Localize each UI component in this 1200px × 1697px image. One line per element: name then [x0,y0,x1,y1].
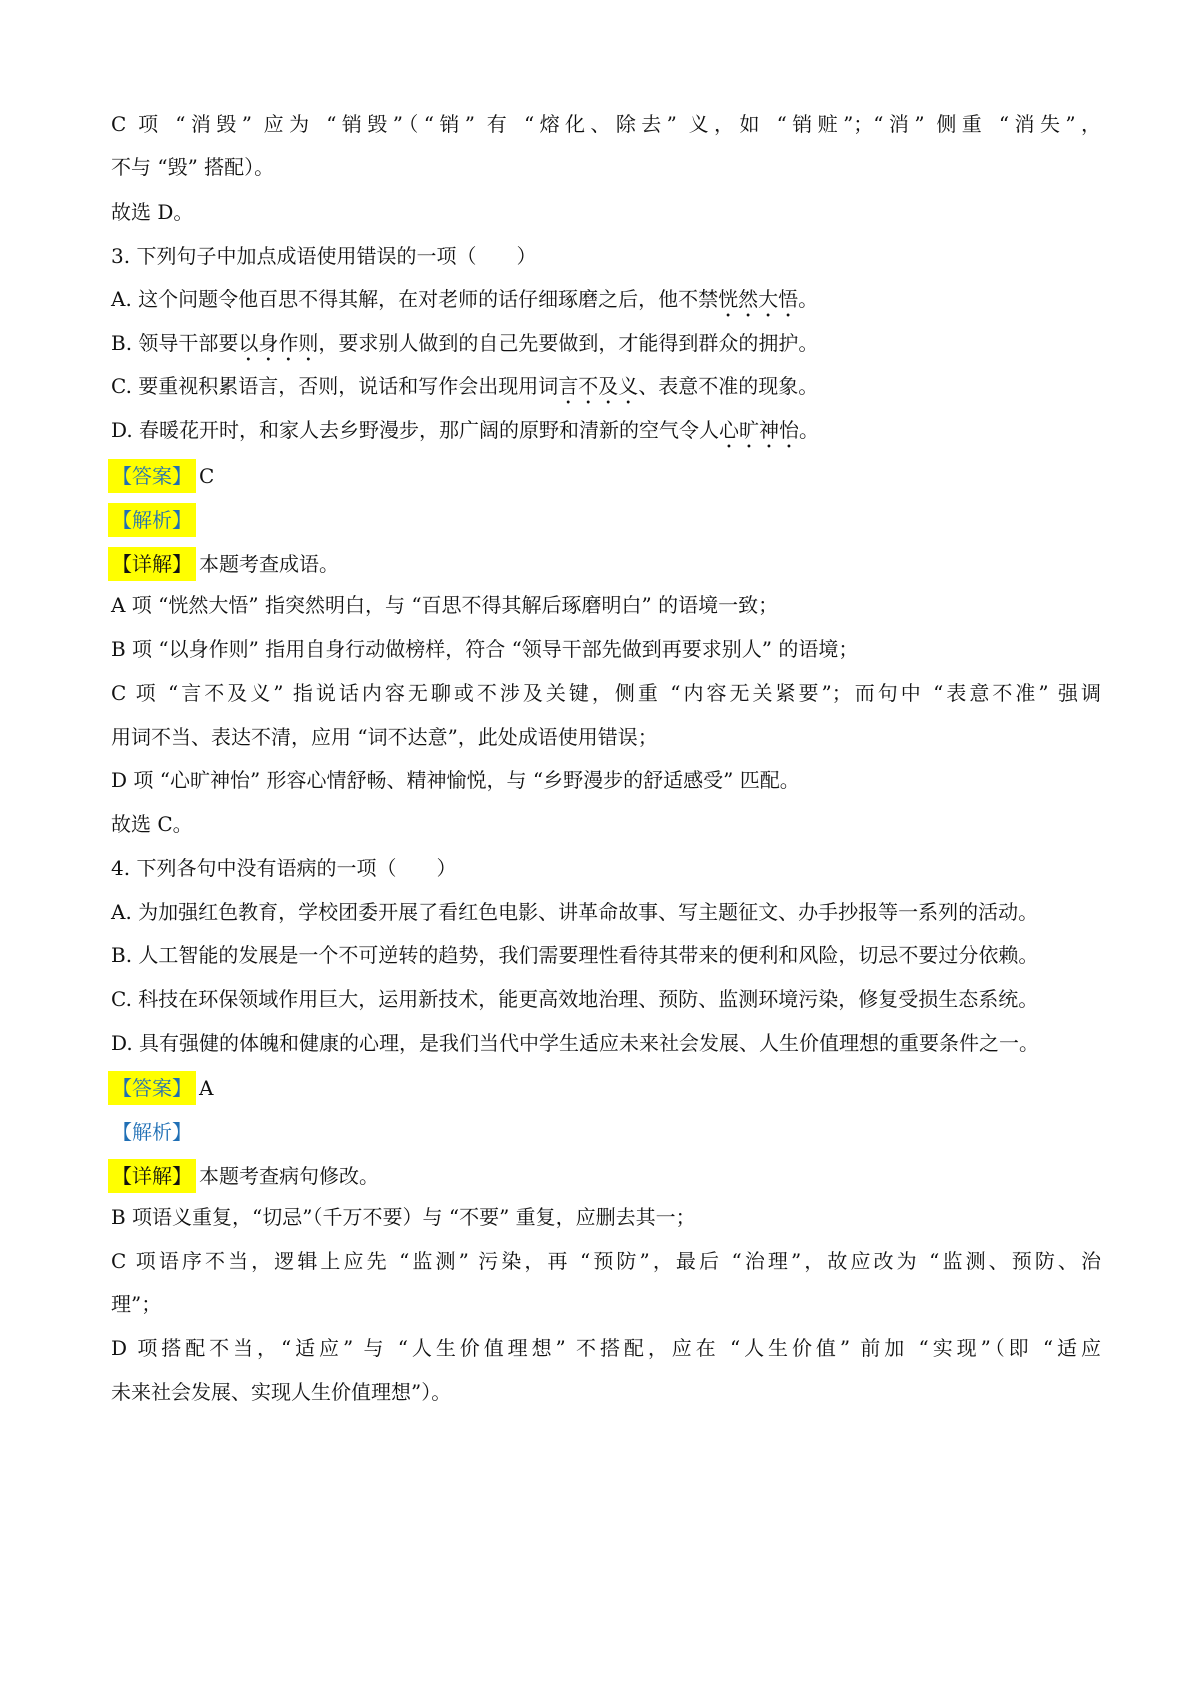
detail-intro: 本题考查成语。 [199,552,339,576]
option-text: 、表意不准的现象。 [638,374,819,398]
dotted-idiom: 心旷神怡 [719,418,800,442]
detail-intro: 本题考查病句修改。 [199,1164,379,1188]
q4-explanation-b: B 项语义重复，“切忌”（千万不要）与 “不要” 重复，应删去其一； [111,1205,696,1229]
q3-explanation-c-line2: 用词不当、表达不清，应用 “词不达意”，此处成语使用错误； [111,725,658,749]
answer-tag: 【答案】 [108,1071,196,1105]
q3-option-d [111,416,1101,453]
option-text: 。 [798,287,819,311]
option-text: A. 这个问题令他百思不得其解，在对老师的话仔细琢磨之后，他不禁 [111,287,719,311]
option-text: D. 春暖花开时，和家人去乡野漫步，那广阔的原野和清新的空气令人 [111,418,720,442]
dotted-idiom: 恍然大悟 [718,287,799,311]
q4-option-a: A. 为加强红色教育，学校团委开展了看红色电影、讲革命故事、写主题征文、办手抄报等一系列的活动。 [111,900,1039,924]
q2-conclusion: 故选 D。 [111,200,194,224]
answer-value: A [199,1076,214,1100]
q3-option-c [111,372,1101,409]
q2-c-explanation-line1: C 项 “消毁” 应为 “销毁”（“销” 有 “熔化、除去” 义，如 “销赃”；“消” 侧重 “消失”， [111,112,1101,136]
q3-explanation-b: B 项 “以身作则” 指用自身行动做榜样，符合 “领导干部先做到再要求别人” 的语境； [111,637,859,661]
dotted-idiom: 以身作则 [238,331,319,355]
option-text: B. 领导干部要 [111,331,239,355]
q3-explanation-c-line1: C 项 “言不及义” 指说话内容无聊或不涉及关键，侧重 “内容无关紧要”；而句中 “表意不准” 强调 [111,681,1101,705]
answer-tag: 【答案】 [108,459,196,493]
q4-explanation-c-line2: 理”； [111,1292,162,1316]
q3-option-b [111,329,1101,366]
q4-detail [111,1159,1101,1193]
q3-conclusion: 故选 C。 [111,812,193,836]
q4-option-d: D. 具有强健的体魄和健康的心理，是我们当代中学生适应未来社会发展、人生价值理想的重要条件之一。 [111,1031,1040,1055]
q4-explanation-d-line2: 未来社会发展、实现人生价值理想”）。 [111,1380,452,1404]
q4-explanation-d-line1: D 项搭配不当，“适应” 与 “人生价值理想” 不搭配，应在 “人生价值” 前加 “实现”（即 “适应 [111,1336,1101,1360]
detail-tag: 【详解】 [108,547,196,581]
q3-explanation-d: D 项 “心旷神怡” 形容心情舒畅、精神愉悦，与 “乡野漫步的舒适感受” 匹配。 [111,768,800,792]
answer-value: C [199,464,215,488]
q4-option-c: C. 科技在环保领域作用巨大，运用新技术，能更高效地治理、预防、监测环境污染，修复受损生态系统。 [111,987,1039,1011]
analysis-tag: 【解析】 [112,1120,192,1144]
analysis-tag: 【解析】 [108,503,196,537]
option-text: 。 [799,418,820,442]
q4-answer [111,1071,1101,1105]
q3-answer [111,459,1101,493]
q4-analysis [111,1115,1101,1149]
q4-option-b: B. 人工智能的发展是一个不可逆转的趋势，我们需要理性看待其带来的便利和风险，切忌不要过分依赖。 [111,943,1039,967]
option-text: C. 要重视积累语言，否则，说话和写作会出现用词 [111,374,559,398]
q3-analysis [111,503,1101,537]
q4-stem: 4. 下列各句中没有语病的一项（ ） [111,856,457,880]
dotted-idiom: 言不及义 [558,374,639,398]
q3-explanation-a: A 项 “恍然大悟” 指突然明白，与 “百思不得其解后琢磨明白” 的语境一致； [111,593,779,617]
q2-c-explanation-line2: 不与 “毁” 搭配）。 [111,155,275,179]
q4-explanation-c-line1: C 项语序不当，逻辑上应先 “监测” 污染，再 “预防”，最后 “治理”，故应改为 “监测、预防、治 [111,1249,1101,1273]
q3-detail [111,547,1101,581]
option-text: ，要求别人做到的自己先要做到，才能得到群众的拥护。 [318,331,819,355]
q3-stem: 3. 下列句子中加点成语使用错误的一项（ ） [111,244,537,268]
detail-tag: 【详解】 [108,1159,196,1193]
q3-option-a [111,285,1101,322]
